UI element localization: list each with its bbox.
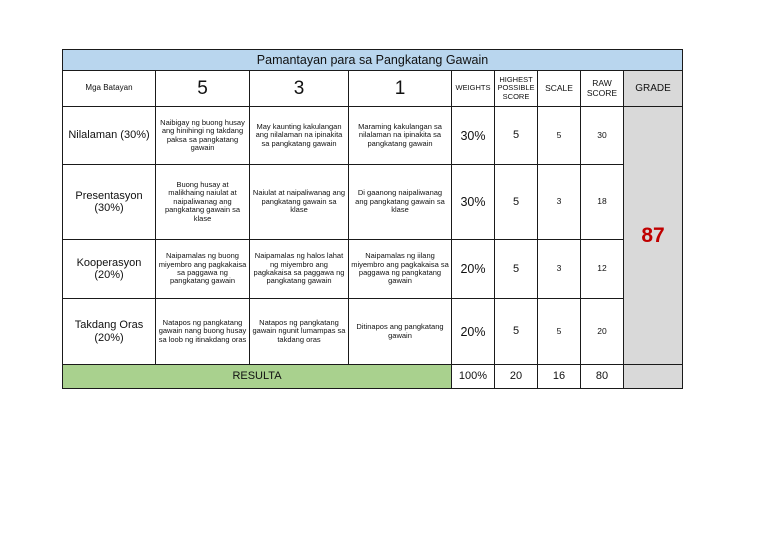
table-row [63,240,683,299]
criteria-cell: Nilalaman (30%) [63,107,156,165]
total-weight: 100% [452,365,495,389]
desc-1-cell: Di gaanong naipaliwanag ang pangkatang gawain sa klase [349,165,452,240]
table-title: Pamantayan para sa Pangkatang Gawain [63,50,683,71]
weight-cell: 20% [452,240,495,299]
desc-3-cell: Naipamalas ng halos lahat ng miyembro ang pagkakaisa sa paggawa ng pangkatang gawain [250,240,349,299]
level-3-header: 3 [250,71,349,107]
total-scale: 16 [538,365,581,389]
rubric-table [62,49,683,389]
hps-cell: 5 [495,165,538,240]
level-5-header: 5 [156,71,250,107]
hps-cell: 5 [495,299,538,365]
desc-5-cell: Naibigay ng buong husay ang hinihingi ng takdang paksa sa pangkatang gawain [156,107,250,165]
table-row [63,299,683,365]
header-row [63,71,683,107]
total-hps: 20 [495,365,538,389]
weights-header: WEIGHTS [452,71,495,107]
desc-3-cell: May kaunting kakulangan ang nilalaman na ipinakita sa pangkatang gawain [250,107,349,165]
level-1-header: 1 [349,71,452,107]
desc-3-cell: Natapos ng pangkatang gawain ngunit lumampas sa takdang oras [250,299,349,365]
scale-cell: 5 [538,107,581,165]
hps-header: HIGHEST POSSIBLE SCORE [495,71,538,107]
hps-cell: 5 [495,107,538,165]
raw-score-cell: 18 [581,165,624,240]
criteria-cell: Kooperasyon (20%) [63,240,156,299]
raw-score-cell: 20 [581,299,624,365]
weight-cell: 30% [452,107,495,165]
raw-score-header: RAW SCORE [581,71,624,107]
raw-score-cell: 12 [581,240,624,299]
result-label: RESULTA [63,365,452,389]
table-row [63,165,683,240]
desc-5-cell: Naipamalas ng buong miyembro ang pagkakaisa sa paggawa ng pangkatang gawain [156,240,250,299]
hps-cell: 5 [495,240,538,299]
scale-cell: 3 [538,240,581,299]
criteria-cell: Presentasyon (30%) [63,165,156,240]
desc-1-cell: Naipamalas ng iilang miyembro ang pagkakaisa sa paggawa ng pangkatang gawain [349,240,452,299]
scale-cell: 5 [538,299,581,365]
weight-cell: 30% [452,165,495,240]
grade-header: GRADE [624,71,683,107]
grade-footer-cell [624,365,683,389]
title-row [63,50,683,71]
criteria-cell: Takdang Oras (20%) [63,299,156,365]
desc-1-cell: Ditinapos ang pangkatang gawain [349,299,452,365]
scale-cell: 3 [538,165,581,240]
desc-5-cell: Buong husay at malikhaing naiulat at naipaliwanag ang pangkatang gawain sa klase [156,165,250,240]
raw-score-cell: 30 [581,107,624,165]
desc-1-cell: Maraming kakulangan sa nilalaman na ipinakita sa pangkatang gawain [349,107,452,165]
desc-5-cell: Natapos ng pangkatang gawain nang buong husay sa loob ng itinakdang oras [156,299,250,365]
scale-header: SCALE [538,71,581,107]
table-row [63,107,683,165]
weight-cell: 20% [452,299,495,365]
criteria-header: Mga Batayan [63,71,156,107]
total-raw-score: 80 [581,365,624,389]
grade-value: 87 [624,107,683,365]
result-row [63,365,683,389]
desc-3-cell: Naiulat at naipaliwanag ang pangkatang gawain sa klase [250,165,349,240]
